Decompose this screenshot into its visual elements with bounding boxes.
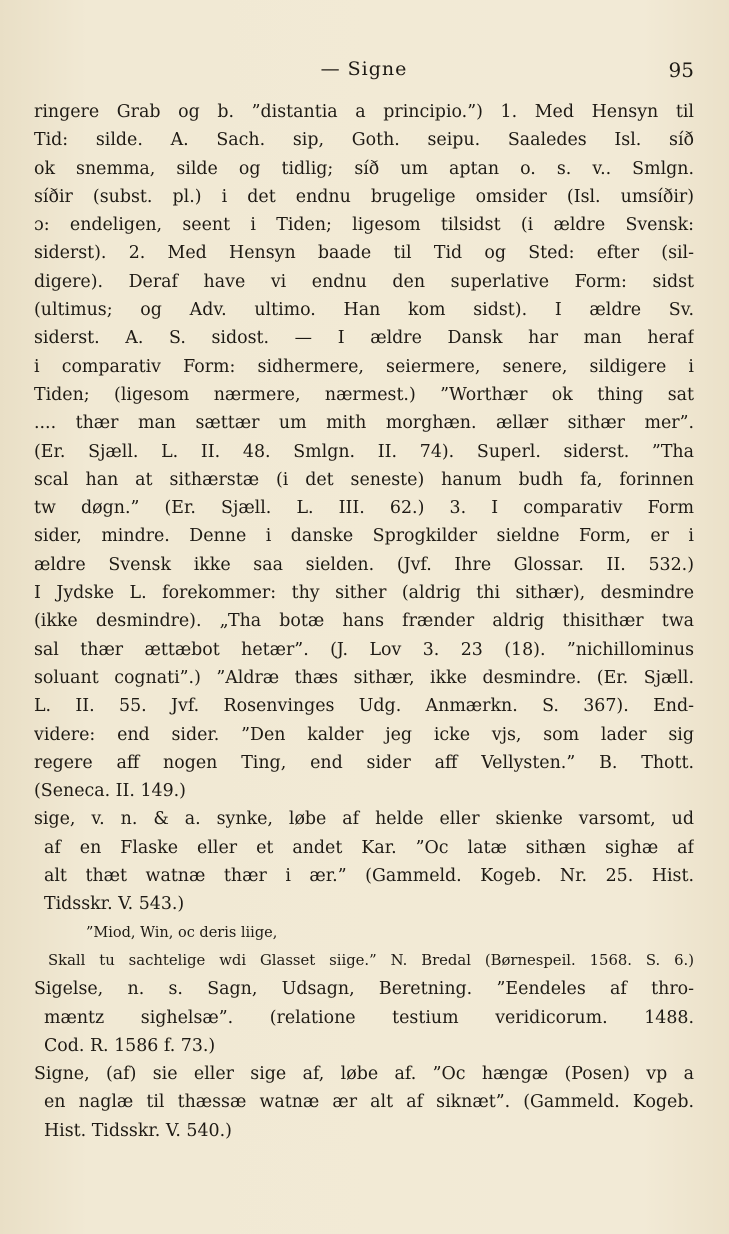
text-line: ældre Svensk ikke saa sielden. (Jvf. Ihre Glossar. II. 532.) — [34, 554, 694, 575]
text-line: I Jydske L. forekommer: thy sither (aldrig thi sithær), desmindre — [34, 583, 694, 604]
text-line: scal han at sithærstæ (i det seneste) hanum budh fa, forinnen — [34, 469, 694, 490]
text-line: i comparativ Form: sidhermere, seiermere, senere, sildigere i — [34, 356, 694, 377]
text-line: siderst. A. S. sidost. — I ældre Dansk har man heraf — [34, 328, 694, 349]
text-line: af en Flaske eller et andet Kar. ”Oc latæ sithæn sighæ af — [44, 837, 694, 858]
running-title: — Signe — [320, 58, 408, 80]
text-line: mæntz sighelsæ”. (relatione testium veridicorum. 1488. — [44, 1007, 694, 1028]
text-line: en naglæ til thæssæ watnæ ær alt af siknæt”. (Gammeld. Kogeb. — [44, 1092, 694, 1113]
text-line: Tidsskr. V. 543.) — [44, 894, 185, 915]
entry-signe-line: Signe, (af) sie eller sige af, løbe af. ”Oc hængæ (Posen) vp a — [34, 1064, 694, 1085]
text-line: (ikke desmindre). „Tha botæ hans frænder aldrig thisithær twa — [34, 611, 694, 632]
text-line: (Seneca. II. 149.) — [34, 781, 186, 802]
text-line: (ultimus; og Adv. ultimo. Han kom sidst). I ældre Sv. — [34, 300, 694, 321]
text-line: L. II. 55. Jvf. Rosenvinges Udg. Anmærkn. S. 367). End- — [34, 696, 694, 717]
text-line: sal thær ættæbot hetær”. (J. Lov 3. 23 (18). ”nichillominus — [34, 639, 694, 660]
text-line: Tid: silde. A. Sach. sip, Goth. seipu. Saaledes Isl. síð — [34, 130, 694, 151]
dictionary-text — [34, 98, 694, 1145]
text-line: síðir (subst. pl.) i det endnu brugelige omsider (Isl. umsíðir) — [34, 186, 694, 207]
entry-sige-line: sige, v. n. & a. synke, løbe af helde eller skienke varsomt, ud — [34, 809, 694, 830]
text-line: siderst). 2. Med Hensyn baade til Tid og Sted: efter (sil- — [34, 243, 694, 264]
text-line: videre: end sider. ”Den kalder jeg icke vjs, som lader sig — [34, 724, 694, 745]
text-line: .... thær man sættær um mith morghæn. ællær sithær mer”. — [34, 413, 694, 434]
text-line: (Er. Sjæll. L. II. 48. Smlgn. II. 74). Superl. siderst. ”Tha — [34, 441, 694, 462]
text-line: ok snemma, silde og tidlig; síð um aptan o. s. v.. Smlgn. — [34, 158, 694, 179]
text-line: Tiden; (ligesom nærmere, nærmest.) ”Worthær ok thing sat — [34, 384, 694, 405]
text-line: digere). Deraf have vi endnu den superlative Form: sidst — [34, 271, 694, 292]
entry-sigelse-line: Sigelse, n. s. Sagn, Udsagn, Beretning. ”Eendeles af thro- — [34, 979, 694, 1000]
verse-quote-line: Skall tu sachtelige wdi Glasset siige.” N. Bredal (Børnespeil. 1568. S. 6.) — [48, 951, 694, 969]
text-line: alt thæt watnæ thær i ær.” (Gammeld. Kogeb. Nr. 25. Hist. — [44, 866, 694, 887]
text-line: soluant cognati”.) ”Aldræ thæs sithær, ikke desmindre. (Er. Sjæll. — [34, 667, 694, 688]
text-line: regere aff nogen Ting, end sider aff Vellysten.” B. Thott. — [34, 752, 694, 773]
text-line: Hist. Tidsskr. V. 540.) — [44, 1120, 232, 1141]
page-header — [34, 58, 694, 84]
page-number: 95 — [668, 58, 694, 82]
text-line: Cod. R. 1586 f. 73.) — [44, 1035, 216, 1056]
text-line: ringere Grab og b. ”distantia a principio.”) 1. Med Hensyn til — [34, 102, 694, 122]
text-line: sider, mindre. Denne i danske Sprogkilder sieldne Form, er i — [34, 526, 694, 547]
text-line: ɔ: endeligen, seent i Tiden; ligesom tilsidst (i ældre Svensk: — [34, 215, 694, 236]
text-line: tw døgn.” (Er. Sjæll. L. III. 62.) 3. I comparativ Form — [34, 498, 694, 519]
verse-quote-line: ”Miod, Win, oc deris liige, — [86, 924, 278, 941]
